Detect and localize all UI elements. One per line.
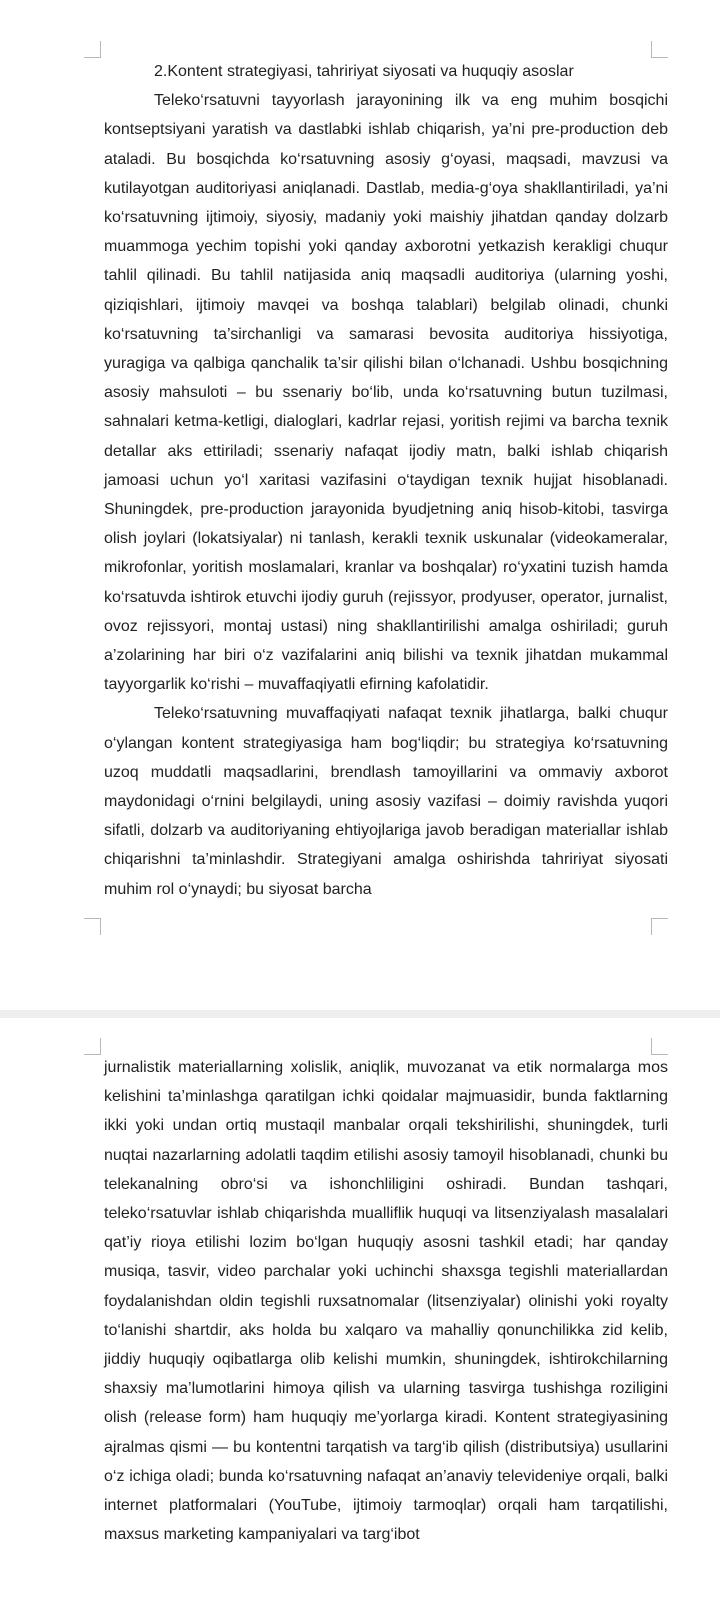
- document-page-2: [0, 1018, 720, 1612]
- page-separator: [0, 1010, 720, 1018]
- section-heading: 2.Kontent strategiyasi, tahririyat siyosati va huquqiy asoslar: [154, 63, 574, 80]
- body-paragraph: jurnalistik materiallarning xolislik, aniqlik, muvozanat va etik normalarga mos kelishini ta’minlashga qaratilgan ichki qoidalar majmuasidir, bunda faktlarning ikki yoki undan ortiq mustaqil manbalar orqali tekshirilishi, shuningdek, turli nuqtai nazarlarning adolatli taqdim etilishi asosiy tamoyil hisoblanadi, chunki bu telekanalning obro‘si va ishonchliligini oshiradi. Bundan tashqari, teleko‘rsatuvlar ishlab chiqarishda mualliflik huquqi va litsenziyalash masalalari qat’iy rioya etilishi lozim bo‘lgan huquqiy asosni tashkil etadi; har qanday musiqa, tasvir, video parchalar yoki uchinchi shaxsga tegishli materiallardan foydalanishdan oldin tegishli ruxsatnomalar (litsenziyalar) olinishi yoki royalty to‘lanishi shartdir, aks holda bu xalqaro va mahalliy qonunchilikka zid kelib, jiddiy huquqiy oqibatlarga olib kelishi mumkin, shuningdek, ishtirokchilarning shaxsiy ma’lumotlarini himoya qilish va ularning tasvirga tushishga roziligini olish (release form) ham huquqiy me’yorlarga kiradi. Kontent strategiyasining ajralmas qismi — bu kontentni tarqatish va targ‘ib qilish (distributsiya) usullarini o‘z ichiga oladi; bunda ko‘rsatuvning nafaqat an’anaviy televideniye orqali, balki internet platformalari (YouTube, ijtimoiy tarmoqlar) orqali ham tarqatilishi, maxsus marketing kampaniyalari va targ‘ibot: [104, 1059, 668, 1544]
- page-corner-mark: [651, 41, 668, 58]
- page-corner-mark: [84, 918, 101, 935]
- page-corner-mark: [651, 918, 668, 935]
- page-corner-mark: [84, 41, 101, 58]
- body-paragraph: Teleko‘rsatuvning muvaffaqiyati nafaqat texnik jihatlarga, balki chuqur o‘ylangan kontent strategiyasiga ham bog‘liqdir; bu strategiya ko‘rsatuvning uzoq muddatli maqsadlarini, brendlash tamoyillarini va ommaviy axborot maydonidagi o‘rnini belgilaydi, uning asosiy vazifasi – doimiy ravishda yuqori sifatli, dolzarb va auditoriyaning ehtiyojlariga javob beradigan materiallar ishlab chiqarishni ta’minlashdir. Strategiyani amalga oshirishda tahririyat siyosati muhim rol o‘ynaydi; bu siyosat barcha: [104, 705, 668, 898]
- page-corner-mark: [84, 1038, 101, 1055]
- page-body: [104, 1053, 668, 1549]
- body-paragraph: Teleko‘rsatuvni tayyorlash jarayonining ilk va eng muhim bosqichi kontseptsiyani yaratish va dastlabki ishlab chiqarish, ya’ni pre-production deb ataladi. Bu bosqichda ko‘rsatuvning asosiy g‘oyasi, maqsadi, mavzusi va kutilayotgan auditoriyasi aniqlanadi. Dastlab, media-g‘oya shakllantiriladi, ya’ni ko‘rsatuvning ijtimoiy, siyosiy, madaniy yoki maishiy jihatdan qanday dolzarb muammoga yechim topishi yoki qanday axborotni yetkazish kerakligi chuqur tahlil qilinadi. Bu tahlil natijasida aniq maqsadli auditoriya (ularning yoshi, qiziqishlari, ijtimoiy mavqei va boshqa talablari) belgilab olinadi, chunki ko‘rsatuvning ta’sirchanligi va samarasi bevosita auditoriya hissiyotiga, yuragiga va qalbiga qanchalik ta’sir qilishi bilan o‘lchanadi. Ushbu bosqichning asosiy mahsuloti – bu ssenariy bo‘lib, unda ko‘rsatuvning butun tuzilmasi, sahnalari ketma-ketligi, dialoglari, kadrlar rejasi, yoritish rejimi va barcha texnik detallar aks ettiriladi; ssenariy nafaqat ijodiy matn, balki ishlab chiqarish jamoasi uchun yo‘l xaritasi vazifasini o‘taydigan texnik hujjat hisoblanadi. Shuningdek, pre-production jarayonida byudjetning aniq hisob-kitobi, tasvirga olish joylari (lokatsiyalar) ni tanlash, kerakli texnik uskunalar (videokameralar, mikrofonlar, yoritish moslamalari, kranlar va boshqalar) ro‘yxatini tuzish hamda ko‘rsatuvda ishtirok etuvchi ijodiy guruh (rejissyor, prodyuser, operator, jurnalist, ovoz rejissyori, montaj ustasi) ning shakllantirilishi amalga oshiriladi; guruh a’zolarining har biri o‘z vazifalarini aniq bilishi va texnik jihatdan mukammal tayyorgarlik ko‘rishi – muvaffaqiyatli efirning kafolatidir.: [104, 92, 668, 694]
- page-body: [104, 57, 668, 904]
